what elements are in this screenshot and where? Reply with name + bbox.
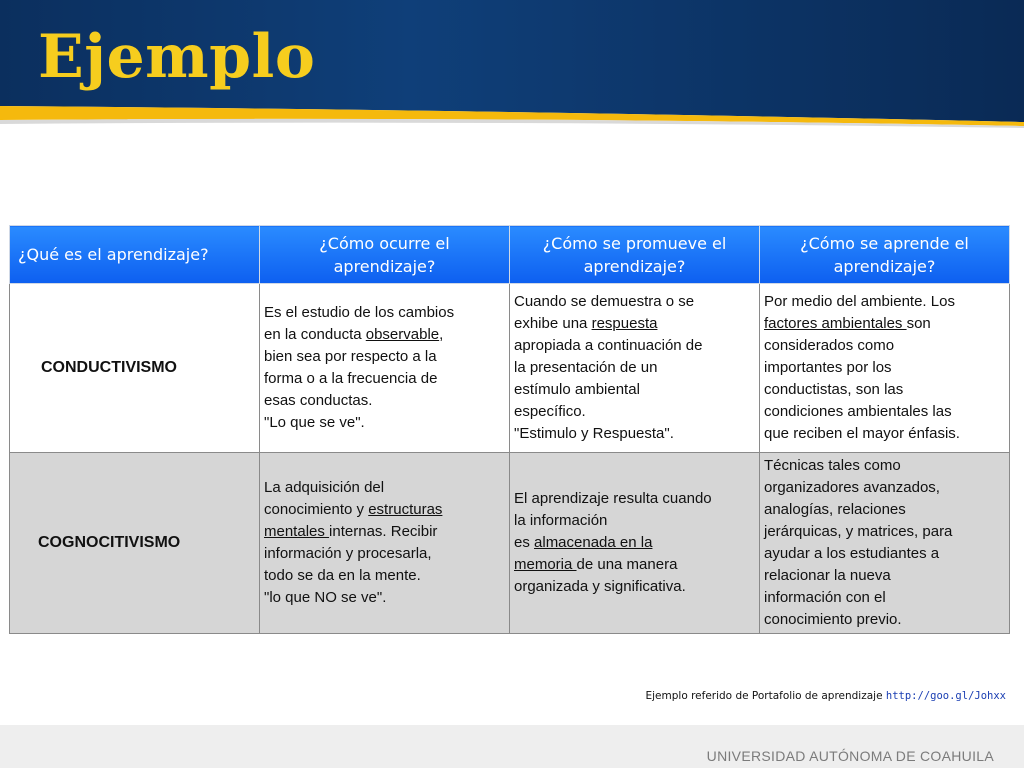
source-footnote <box>646 690 1007 702</box>
table-cell <box>510 284 760 453</box>
table-header-row <box>10 226 1010 284</box>
cell-text-segment: Es el estudio de los cambios en la conducta <box>264 304 455 343</box>
row-label: COGNOCITIVISMO <box>10 453 260 634</box>
header-swoosh <box>0 96 1024 140</box>
table-cell <box>510 453 760 634</box>
slide-header <box>0 0 1024 140</box>
column-header: ¿Cómo ocurre el aprendizaje? <box>260 226 510 284</box>
cell-text-segment: de una manera organizada y significativa. <box>514 556 686 595</box>
column-header: ¿Cómo se aprende el aprendizaje? <box>760 226 1010 284</box>
table-cell <box>760 284 1010 453</box>
cell-text-segment: internas. Recibir información y procesarla, todo se da en la mente. "lo que NO se ve". <box>264 523 438 606</box>
table-cell <box>760 453 1010 634</box>
footnote-link[interactable]: http://goo.gl/Johxx <box>885 690 1006 702</box>
underlined-term: observable <box>365 326 440 343</box>
cell-text-segment: Cuando se demuestra o se exhibe una <box>514 293 695 332</box>
row-label: CONDUCTIVISMO <box>10 284 260 453</box>
cell-text-segment: El aprendizaje resulta cuando la información es <box>514 490 712 551</box>
column-header: ¿Qué es el aprendizaje? <box>10 226 260 284</box>
comparison-table <box>9 225 1010 634</box>
table-cell <box>260 284 510 453</box>
university-name: UNIVERSIDAD AUTÓNOMA DE COAHUILA <box>706 748 994 764</box>
cell-text-segment: son considerados como importantes por los conductistas, son las condiciones ambientales las que reciben el mayor énfasis. <box>764 315 960 442</box>
underlined-term: respuesta <box>591 315 658 332</box>
table-cell <box>260 453 510 634</box>
cell-text-segment: Técnicas tales como organizadores avanzados, analogías, relaciones jerárquicas, y matrices, para ayudar a los estudiantes a relacionar la nueva información con el conocimiento previo. <box>764 457 953 628</box>
slide-title: Ejemplo <box>38 22 316 92</box>
table-row <box>10 284 1010 453</box>
cell-text-segment: , bien sea por respecto a la forma o a la frecuencia de esas conductas. "Lo que se ve". <box>264 326 444 431</box>
footnote-text: Ejemplo referido de Portafolio de aprendizaje <box>645 690 886 702</box>
column-header: ¿Cómo se promueve el aprendizaje? <box>510 226 760 284</box>
cell-text-segment: Por medio del ambiente. Los <box>764 293 955 310</box>
cell-text-segment: La adquisición del conocimiento y <box>264 479 385 518</box>
cell-text-segment: apropiada a continuación de la presentación de un estímulo ambiental específico. "Estimulo y Respuesta". <box>514 337 703 442</box>
table-row <box>10 453 1010 634</box>
slide-footer <box>0 725 1024 768</box>
underlined-term: factores ambientales <box>764 315 907 332</box>
underlined-term: almacenada en la memoria <box>514 534 653 573</box>
underlined-term: estructuras mentales <box>264 501 443 540</box>
